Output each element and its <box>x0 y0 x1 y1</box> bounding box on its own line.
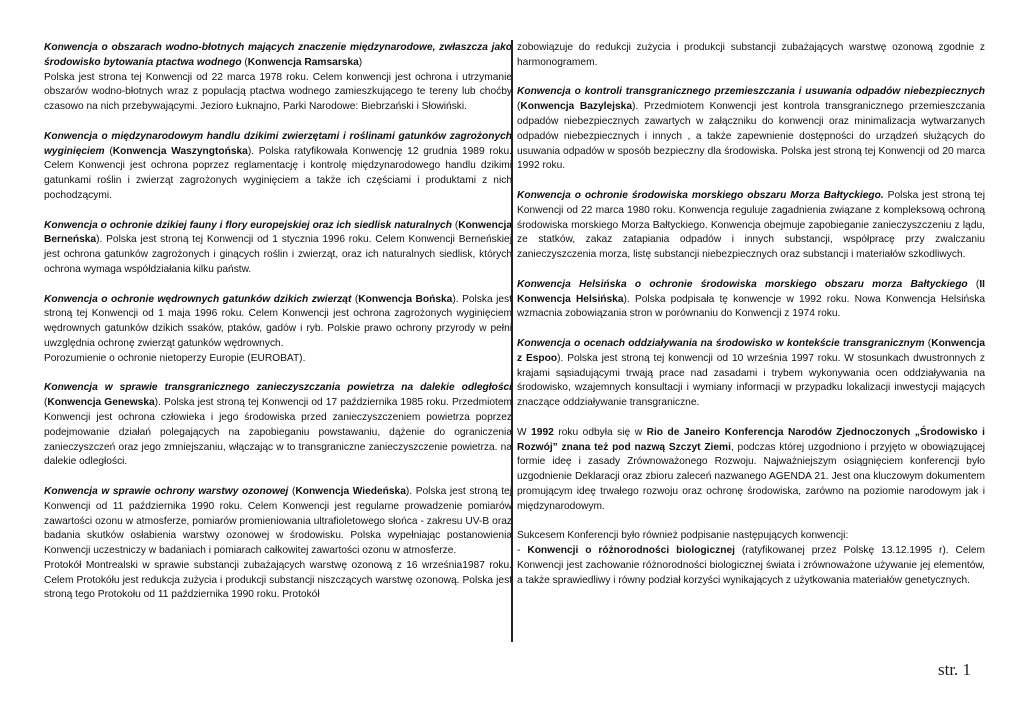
section-body: Polska ratyfikowała Konwencję 12 grudnia 1989 roku. Celem Konwencji jest ochrona poprzez reglamentację i kontrolę międzynarodowego handlu dzikimi gatunkami roślin i zwierząt zagrożonych wyginięciem a także ich częściami i produktami z nich pochodzącymi. <box>44 145 512 201</box>
section-body: Polska jest strona tej Konwencji od 22 marca 1978 roku. Celem konwencji jest ochrona i utrzymanie obszarów wodno-błotnych wraz z populacją ptactwa wodnego zamieszkującego te tereny lub choćby czasowo na nich przebywającymi. Jezioro Łuknajno, Parki Narodowe: Biebrzański i Słowiński. <box>44 71 512 113</box>
convention-name: II Konwencja Helsińska <box>517 278 985 305</box>
convention-name: Konwencja z Espoo <box>517 337 985 364</box>
column-divider <box>511 40 513 642</box>
section-title: Konwencja o ochronie środowiska morskiego obszaru Morza Bałtyckiego. <box>517 189 884 201</box>
success-intro: Sukcesem Konferencji było również podpisanie następujących konwencji: <box>517 530 849 542</box>
convention-name: Konwencja Berneńska <box>44 219 512 246</box>
section-title: Konwencja o kontroli transgranicznego przemieszczania i usuwania odpadów niebezpiecznych <box>517 86 985 98</box>
convention-name: Konwencji o różnorodności biologicznej <box>527 545 735 557</box>
section-extra: Protokół Montrealski w sprawie substancji zubażających warstwę ozonową z 16 września1987 roku. Celem Protokółu jest redukcja zużycia i produkcji substancji niszczących warstwę ozonową. Polska jest stroną tego Protokołu od 11 października 1990 roku. Protokół <box>44 559 512 601</box>
section-helsinki: Konwencja Helsińska o ochronie środowiska morskiego obszaru morza Bałtyckiego (II Konwencja Helsińska). Polska podpisała tę konwencje w 1992 roku. Nowa Konwencja Helsińska wzmacnia zobowiązania stron w porównaniu do Konwencji z 1974 roku. <box>517 278 986 320</box>
section-rio <box>517 426 985 515</box>
convention-name: Konwencja Bońska <box>358 293 453 305</box>
section-bonn: Konwencja o ochronie wędrownych gatunków dzikich zwierząt (Konwencja Bońska). Polska jest stroną tej Konwencji od 1 maja 1996 roku. Celem Konwencji jest ochrona zagrożonych wyginięciem wędrownych gatunków dzikich ssaków, ptaków, gadów i ryb. Polskie prawo ochrony przyrody w pełni uwzględnia ochronę zwierząt gatunków wędrownych. Porozumienie o ochronie nietoperzy Europie (EUROBAT). <box>44 293 512 367</box>
section-body: Polska podpisała tę konwencje w 1992 roku. Nowa Konwencja Helsińska wzmacnia zobowiązania stron w porównaniu do Konwencji z 1974 roku. <box>517 293 986 320</box>
section-title: Konwencja o obszarach wodno-błotnych mających znaczenie międzynarodowe, zwłaszcza jako środowisko bytowania ptactwa wodnego <box>44 42 512 68</box>
right-column <box>517 41 985 588</box>
section-body: Polska jest stroną tej Konwencji od 22 marca 1980 roku. Konwencja reguluje zagadnienia związane z kompleksową ochroną środowiska morskiego Morza Bałtyckiego. Konwencja obejmuje zapobieganie zanieczyszczeniu z lądu, ze statków, zakaz zatapiania odpadów i innych substancji, współpracę przy zwalczaniu zanieczyszczenia morza, listę substancji niebezpiecznych oraz substancji i materiałów szkodliwych. <box>517 189 985 261</box>
success-dash: - <box>517 545 528 557</box>
section-body: Polska jest stroną tej Konwencji od 17 października 1985 roku. Przedmiotem Konwencji jest ochrona człowieka i jego środowiska przed zanieczyszczeniem powietrza poprzez podejmowanie działań polegających na zapobieganiu powstawaniu, dążenie do ograniczenia zanieczyszczeń oraz jego zmniejszaniu, włączając w to transgraniczne zanieczyszczenie powietrza. na dalekie odległości. <box>44 397 512 468</box>
section-body: Polska jest stroną tej konwencji od 10 września 1997 roku. W stosunkach dwustronnych z krajami sąsiadującymi trwają prace nad zasadami i trybem wykonywania ocen oddziaływania na środowisko, wzajemnych konsultacji i wymiany informacji w przypadku lokalizacji inwestycji mających znaczące oddziaływanie transgraniczne. <box>517 352 985 409</box>
convention-name: Konwencja Bazylejska <box>520 101 632 113</box>
section-bern: Konwencja o ochronie dzikiej fauny i flory europejskiej oraz ich siedlisk naturalnych (Konwencja Berneńska). Polska jest stroną tej Konwencji od 1 stycznia 1996 roku. Celem Konwencji Berneńskiej jest ochrona gatunków zagrożonych i ginących roślin i zwierząt, oraz ich naturalnych siedlisk, których ochrona wymaga współdziałania kilku państw. <box>44 219 512 275</box>
section-espoo: Konwencja o ocenach oddziaływania na środowisko w kontekście transgranicznym (Konwencja z Espoo). Polska jest stroną tej konwencji od 10 września 1997 roku. W stosunkach dwustronnych z krajami sąsiadującymi trwają prace nad zasadami i trybem wykonywania ocen oddziaływania na środowisko, wzajemnych konsultacji i wymiany informacji w przypadku lokalizacji inwestycji mających znaczące oddziaływanie transgraniczne. <box>517 337 985 409</box>
section-title: Konwencja w sprawie transgranicznego zanieczyszczania powietrza na dalekie odległości <box>44 382 512 394</box>
section-extra: Porozumienie o ochronie nietoperzy Europie (EUROBAT). <box>44 352 306 364</box>
section-body: Polska jest stroną tej Konwencji od 1 stycznia 1996 roku. Celem Konwencji Berneńskiej jest ochrona gatunków zagrożonych i ginących roślin i zwierząt, oraz ich naturalnych siedlisk, których ochrona wymaga współdziałania kilku państw. <box>44 234 512 275</box>
continuation-text: zobowiązuje do redukcji zużycia i produkcji substancji zubażających warstwę ozonową zgodnie z harmonogramem. <box>517 42 985 68</box>
section-body: Polska jest stroną tej Konwencji od 11 października 1990 roku. Celem Konwencji jest regularne prowadzenie pomiarów zawartości ozonu w atmosferze, pomiarów promieniowania ultrafioletowego słońca - zakresu UV-B oraz badania skutków osłabienia warstwy ozonowej w środowisku. Polska wypełniając postanowienia Konwencji uczestniczy w badaniach i pomiarach całkowitej zawartości ozonu w atmosferze. <box>44 485 512 557</box>
section-title: Konwencja w sprawie ochrony warstwy ozonowej <box>44 485 289 497</box>
page-number: str. 1 <box>938 660 972 679</box>
section-title: Konwencja o ocenach oddziaływania na środowisko w kontekście transgranicznym <box>517 337 925 349</box>
section-title: Konwencja Helsińska o ochronie środowiska morskiego obszaru morza Bałtyckiego <box>517 278 968 290</box>
rio-body: , podczas której uzgodniono i przyjęto w obowiązującej formie ideę i zasady Zrównoważonego Rozwoju. Najważniejszym osiągnięciem konferencji było uzgodnienie Deklaracji oraz zbioru zaleceń nazwanego AGENDA 21. Jest ona kluczowym dokumentem promującym ideę trwałego rozwoju oraz ochronę środowiska, zarówno na poziomie narodowym jak i międzynarodowym. <box>517 441 985 512</box>
left-column <box>44 41 512 603</box>
rio-mid: roku odbyła się w <box>558 426 643 438</box>
convention-name: Konwencja Wiedeńska <box>295 485 406 497</box>
section-title: Konwencja o ochronie dzikiej fauny i flory europejskiej oraz ich siedlisk naturalnych <box>44 219 452 231</box>
success-body: (ratyfikowanej przez Polskę 13.12.1995 r). Celem Konwencji jest zachowanie różnorodności biologicznej świata i zrównoważone używanie jej elementów, a także sprawiedliwy i równy podział korzyści wynikających z użytkowania materiałów genetycznych. <box>517 545 985 586</box>
rio-prefix: W <box>517 426 527 438</box>
section-vienna: Konwencja w sprawie ochrony warstwy ozonowej (Konwencja Wiedeńska). Polska jest stroną tej Konwencji od 11 października 1990 roku. Celem Konwencji jest regularne prowadzenie pomiarów zawartości ozonu w atmosferze, pomiarów promieniowania ultrafioletowego słońca - zakresu UV-B oraz badania skutków osłabienia warstwy ozonowej w środowisku. Polska wypełniając postanowienia Konwencji uczestniczy w badaniach i pomiarach całkowitej zawartości ozonu w atmosferze. Protokół Montrealski w sprawie substancji zubażających warstwę ozonową z 16 września1987 roku. Celem Protokółu jest redukcja zużycia i produkcji substancji niszczących warstwę ozonową. Polska jest stroną tego Protokołu od 11 października 1990 roku. Protokół <box>44 485 512 603</box>
convention-name: Konwencja Ramsarska <box>247 56 359 68</box>
section-cites: Konwencja o międzynarodowym handlu dzikimi zwierzętami i roślinami gatunków zagrożonych wyginięciem (Konwencja Waszyngtońska). Polska ratyfikowała Konwencję 12 grudnia 1989 roku. Celem Konwencji jest ochrona poprzez reglamentację i kontrolę międzynarodowego handlu dzikimi gatunkami roślin i zwierząt zagrożonych wyginięciem a także ich częściami i produktami z nich pochodzącymi. <box>44 130 512 201</box>
rio-year: 1992 <box>531 426 554 438</box>
section-geneva: Konwencja w sprawie transgranicznego zanieczyszczania powietrza na dalekie odległości (Konwencja Genewska). Polska jest stroną tej Konwencji od 17 października 1985 roku. Przedmiotem Konwencji jest ochrona człowieka i jego środowiska przed zanieczyszczeniem powietrza poprzez podejmowanie działań polegających na zapobieganiu powstawaniu, dążenie do ograniczenia zanieczyszczeń oraz jego zmniejszaniu, włączając w to transgraniczne zanieczyszczenie powietrza. na dalekie odległości. <box>44 382 512 468</box>
section-body: Przedmiotem Konwencji jest kontrola transgranicznego przemieszczania odpadów niebezpiecznych zawartych w załączniku do konwencji oraz minimalizacja wytwarzanych odpadów niebezpiecznych i innych , a także zapewnienie dostępności do urządzeń służących do usuwania odpadów w sposób bezpieczny dla środowiska. Polska jest stroną tej Konwencji od 20 marca 1992 roku. <box>517 101 986 172</box>
section-basel: Konwencja o kontroli transgranicznego przemieszczania i usuwania odpadów niebezpiecznych (Konwencja Bazylejska). Przedmiotem Konwencji jest kontrola transgranicznego przemieszczania odpadów niebezpiecznych zawartych w załączniku do konwencji oraz minimalizacja wytwarzanych odpadów niebezpiecznych i innych , a także zapewnienie dostępności do urządzeń służących do usuwania odpadów w sposób bezpieczny dla środowiska. Polska jest stroną tej Konwencji od 20 marca 1992 roku. <box>517 86 986 172</box>
section-title: Konwencja o ochronie wędrownych gatunków dzikich zwierząt <box>44 293 352 305</box>
section-ramsar: Konwencja o obszarach wodno-błotnych mających znaczenie międzynarodowe, zwłaszcza jako środowisko bytowania ptactwa wodnego (Konwencja Ramsarska) Polska jest strona tej Konwencji od 22 marca 1978 roku. Celem konwencji jest ochrona i utrzymanie obszarów wodno-błotnych wraz z populacją ptactwa wodnego zamieszkującego te tereny lub choćby czasowo na nich przebywającymi. Jezioro Łuknajno, Parki Narodowe: Biebrzański i Słowiński. <box>44 41 512 115</box>
section-body: Polska jest stroną tej Konwencji od 1 maja 1996 roku. Celem Konwencji jest ochrona zagrożonych wyginięciem wędrownych gatunków dzikich ssaków, ptaków, gadów i ryb. Polskie prawo ochrony przyrody w pełni uwzględnia ochronę zwierząt gatunków wędrownych. <box>44 293 512 349</box>
section-baltic <box>517 189 985 263</box>
convention-name: Konwencja Genewska <box>47 397 155 409</box>
rio-conference: Rio de Janeiro Konferencja Narodów Zjednoczonych „Środowisko i Rozwój” znana też pod nazwą Szczyt Ziemi <box>517 426 985 453</box>
convention-name: Konwencja Waszyngtońska <box>112 145 248 157</box>
section-title: Konwencja o międzynarodowym handlu dzikimi zwierzętami i roślinami gatunków zagrożonych wyginięciem <box>44 130 512 157</box>
section-success <box>517 529 985 588</box>
